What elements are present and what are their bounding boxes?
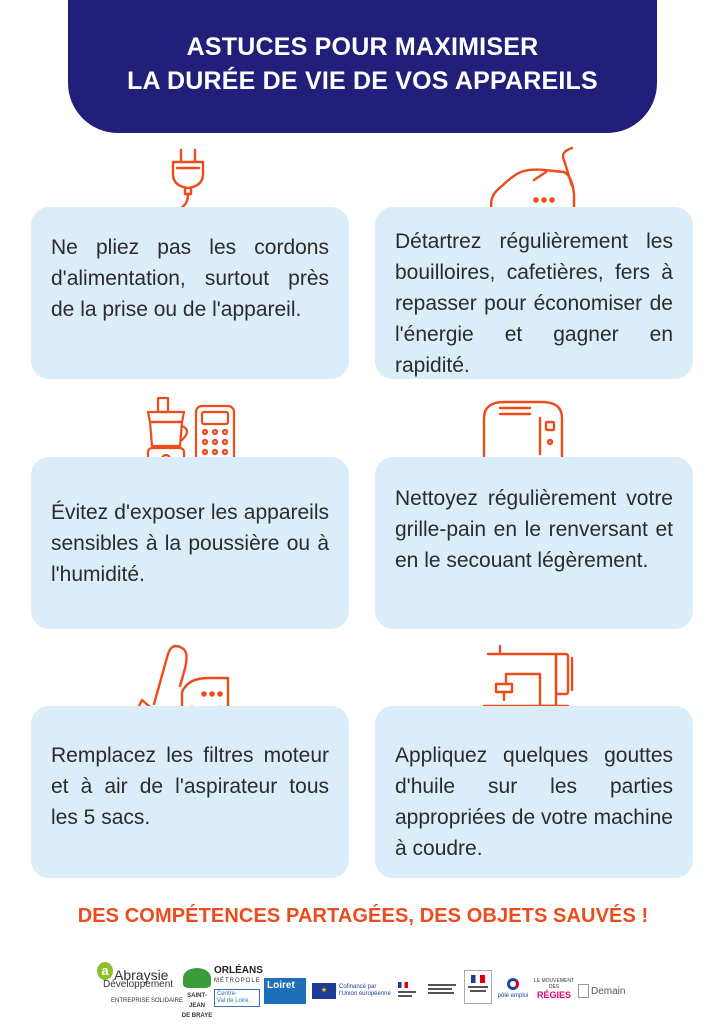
regies-line-1: LE MOUVEMENT — [534, 978, 575, 984]
abraysie-tag: ENTREPRISE SOLIDAIRE — [111, 998, 184, 1004]
orleans-metropole-logo — [214, 965, 263, 1007]
republique-francaise-logo — [464, 970, 492, 1004]
regies-logo — [534, 978, 574, 1004]
tip-text-descaling: Détartrez régulièrement les bouilloires, cafetières, fers à repasser pour économiser de l'énergie et gagner en rapidité. — [395, 230, 673, 377]
demain-label: Demain — [591, 985, 626, 997]
regies-line-3: RÉGIES — [536, 990, 571, 1000]
abraysie-name: Abraysie — [114, 967, 169, 983]
pole-emploi-swirl-icon — [507, 978, 519, 990]
tip-card-dust — [31, 457, 349, 629]
french-flag-icon — [471, 975, 485, 983]
loiret-label: Loiret — [267, 980, 295, 991]
pole-emploi-logo — [496, 978, 530, 1004]
marianne-icon — [398, 982, 408, 988]
tip-card-toaster — [375, 457, 693, 629]
saint-jean-line-2: DE BRAYE — [181, 1013, 213, 1019]
abraysie-logo — [97, 962, 183, 1006]
tip-text-toaster: Nettoyez régulièrement votre grille-pain en le renversant et en le secouant légèrement. — [395, 487, 673, 572]
page-title — [68, 30, 657, 98]
prefet-logo — [398, 978, 420, 1004]
tagline: DES COMPÉTENCES PARTAGÉES, DES OBJETS SAUVÉS ! — [77, 905, 649, 927]
tip-card-cords — [31, 207, 349, 379]
saint-jean-line-1: SAINT-JEAN — [187, 993, 207, 1009]
demain-logo — [578, 978, 628, 1004]
tip-text-sewing: Appliquez quelques gouttes d'huile sur les parties appropriées de votre machine à coudre. — [395, 744, 673, 860]
title-line-1: ASTUCES POUR MAXIMISER — [186, 33, 539, 61]
eu-line-2: l'Union européenne — [339, 991, 391, 997]
orleans-line-2: MÉTROPOLE — [214, 978, 261, 984]
tip-text-vacuum: Remplacez les filtres moteur et à air de l'aspirateur tous les 5 sacs. — [51, 744, 329, 829]
tip-text-cords: Ne pliez pas les cordons d'alimentation, surtout près de la prise ou de l'appareil. — [51, 236, 329, 321]
centre-val-de-loire-logo — [214, 989, 260, 1007]
saint-jean-de-braye-logo — [180, 968, 214, 1021]
abraysie-mark-icon: a — [97, 962, 113, 980]
header-banner — [68, 0, 657, 133]
tip-text-dust: Évitez d'exposer les appareils sensibles à la poussière ou à l'humidité. — [51, 501, 329, 586]
eu-cofinance-logo — [312, 978, 392, 1004]
ministry-logo — [428, 978, 458, 1004]
tip-card-vacuum — [31, 706, 349, 878]
centre-line-2: Val de Loire — [217, 998, 249, 1004]
abraysie-sub: Développement — [103, 979, 174, 990]
orleans-line-1: ORLÉANS — [214, 965, 263, 976]
demain-mark-icon — [578, 984, 589, 998]
pole-emploi-label: pôle emploi — [497, 993, 529, 999]
loiret-logo — [264, 978, 306, 1004]
tip-card-sewing — [375, 706, 693, 878]
tree-icon — [183, 968, 211, 988]
tip-card-descaling — [375, 207, 693, 379]
centre-line-1: Centre- — [217, 991, 238, 997]
regies-line-2: DES — [548, 984, 560, 990]
title-line-2: LA DURÉE DE VIE DE VOS APPAREILS — [127, 67, 598, 95]
eu-line-1: Cofinancé par — [339, 984, 377, 990]
eu-flag-icon: ★ — [312, 983, 336, 999]
